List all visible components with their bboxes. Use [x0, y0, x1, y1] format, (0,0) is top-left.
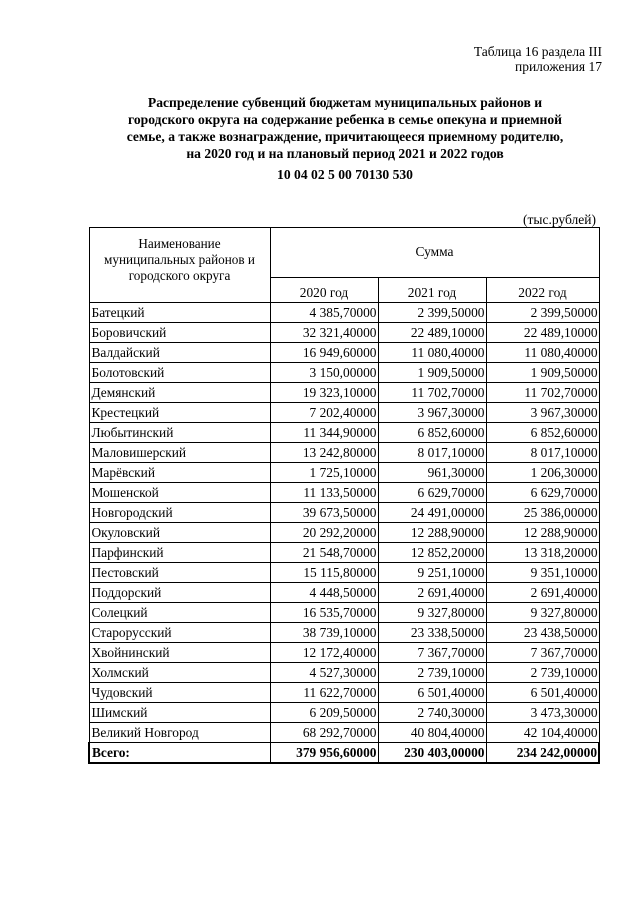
table-row — [89, 343, 599, 363]
value-2021: 3 967,30000 — [378, 403, 486, 423]
table-row — [89, 463, 599, 483]
district-name: Парфинский — [89, 543, 270, 563]
value-2021: 12 288,90000 — [378, 523, 486, 543]
district-name: Боровичский — [89, 323, 270, 343]
value-2020: 1 725,10000 — [270, 463, 378, 483]
table-row — [89, 583, 599, 603]
value-2020: 4 448,50000 — [270, 583, 378, 603]
value-2021: 11 702,70000 — [378, 383, 486, 403]
value-2022: 6 852,60000 — [486, 423, 599, 443]
column-header-2020: 2020 год — [270, 277, 378, 302]
value-2020: 7 202,40000 — [270, 403, 378, 423]
table-row — [89, 603, 599, 623]
table-row — [89, 423, 599, 443]
value-2021: 6 501,40000 — [378, 683, 486, 703]
district-name: Марёвский — [89, 463, 270, 483]
value-2020: 15 115,80000 — [270, 563, 378, 583]
value-2021: 2 739,10000 — [378, 663, 486, 683]
value-2020: 13 242,80000 — [270, 443, 378, 463]
table-row — [89, 563, 599, 583]
column-header-2021: 2021 год — [378, 277, 486, 302]
district-name: Окуловский — [89, 523, 270, 543]
value-2022: 13 318,20000 — [486, 543, 599, 563]
value-2021: 7 367,70000 — [378, 643, 486, 663]
value-2022: 9 351,10000 — [486, 563, 599, 583]
district-name: Любытинский — [89, 423, 270, 443]
value-2021: 1 909,50000 — [378, 363, 486, 383]
table-row — [89, 363, 599, 383]
value-2021: 23 338,50000 — [378, 623, 486, 643]
value-2020: 4 385,70000 — [270, 303, 378, 323]
value-2020: 16 535,70000 — [270, 603, 378, 623]
column-header-sum: Сумма — [270, 228, 599, 278]
total-2021: 230 403,00000 — [378, 743, 486, 764]
table-row-total — [89, 743, 599, 764]
value-2022: 11 080,40000 — [486, 343, 599, 363]
unit-label: (тыс.рублей) — [523, 212, 596, 227]
table-row — [89, 703, 599, 723]
value-2020: 21 548,70000 — [270, 543, 378, 563]
value-2020: 12 172,40000 — [270, 643, 378, 663]
subsidy-table — [88, 227, 600, 764]
value-2022: 2 691,40000 — [486, 583, 599, 603]
value-2022: 6 501,40000 — [486, 683, 599, 703]
value-2022: 1 909,50000 — [486, 363, 599, 383]
total-2020: 379 956,60000 — [270, 743, 378, 764]
value-2022: 6 629,70000 — [486, 483, 599, 503]
value-2022: 7 367,70000 — [486, 643, 599, 663]
table-reference — [474, 44, 602, 74]
value-2020: 20 292,20000 — [270, 523, 378, 543]
value-2022: 8 017,10000 — [486, 443, 599, 463]
value-2022: 9 327,80000 — [486, 603, 599, 623]
title-line-4: на 2020 год и на плановый период 2021 и 2022 годов — [186, 146, 504, 161]
table-row — [89, 643, 599, 663]
value-2021: 2 399,50000 — [378, 303, 486, 323]
document-title — [90, 94, 600, 162]
value-2020: 4 527,30000 — [270, 663, 378, 683]
value-2020: 11 344,90000 — [270, 423, 378, 443]
table-row — [89, 503, 599, 523]
column-header-2022: 2022 год — [486, 277, 599, 302]
title-line-1: Распределение субвенций бюджетам муниципальных районов и — [147, 95, 543, 110]
district-name: Великий Новгород — [89, 723, 270, 743]
district-name: Маловишерский — [89, 443, 270, 463]
value-2022: 25 386,00000 — [486, 503, 599, 523]
value-2021: 8 017,10000 — [378, 443, 486, 463]
value-2020: 19 323,10000 — [270, 383, 378, 403]
value-2022: 23 438,50000 — [486, 623, 599, 643]
value-2020: 39 673,50000 — [270, 503, 378, 523]
table-row — [89, 523, 599, 543]
value-2022: 42 104,40000 — [486, 723, 599, 743]
value-2021: 9 327,80000 — [378, 603, 486, 623]
value-2021: 9 251,10000 — [378, 563, 486, 583]
value-2022: 12 288,90000 — [486, 523, 599, 543]
table-body — [89, 303, 599, 764]
district-name: Шимский — [89, 703, 270, 723]
column-header-name: Наименование муниципальных районов и городского округа — [89, 228, 270, 303]
table-row — [89, 403, 599, 423]
district-name: Батецкий — [89, 303, 270, 323]
district-name: Холмский — [89, 663, 270, 683]
table-row — [89, 723, 599, 743]
value-2020: 11 622,70000 — [270, 683, 378, 703]
district-name: Хвойнинский — [89, 643, 270, 663]
table-row — [89, 683, 599, 703]
table-row — [89, 483, 599, 503]
value-2022: 22 489,10000 — [486, 323, 599, 343]
value-2021: 961,30000 — [378, 463, 486, 483]
district-name: Солецкий — [89, 603, 270, 623]
table-row — [89, 623, 599, 643]
budget-code: 10 04 02 5 00 70130 530 — [277, 167, 413, 182]
title-line-3: семье, а также вознаграждение, причитающееся приемному родителю, — [126, 129, 564, 144]
value-2021: 11 080,40000 — [378, 343, 486, 363]
value-2020: 16 949,60000 — [270, 343, 378, 363]
table-row — [89, 443, 599, 463]
value-2022: 2 739,10000 — [486, 663, 599, 683]
value-2020: 38 739,10000 — [270, 623, 378, 643]
table-row — [89, 303, 599, 323]
value-2022: 1 206,30000 — [486, 463, 599, 483]
district-name: Старорусский — [89, 623, 270, 643]
value-2022: 3 967,30000 — [486, 403, 599, 423]
value-2021: 2 691,40000 — [378, 583, 486, 603]
district-name: Поддорский — [89, 583, 270, 603]
ref-line-2: приложения 17 — [514, 59, 602, 74]
value-2021: 22 489,10000 — [378, 323, 486, 343]
table-row — [89, 543, 599, 563]
value-2022: 2 399,50000 — [486, 303, 599, 323]
value-2021: 24 491,00000 — [378, 503, 486, 523]
value-2020: 11 133,50000 — [270, 483, 378, 503]
value-2021: 6 852,60000 — [378, 423, 486, 443]
district-name: Демянский — [89, 383, 270, 403]
table-row — [89, 663, 599, 683]
district-name: Валдайский — [89, 343, 270, 363]
value-2021: 40 804,40000 — [378, 723, 486, 743]
value-2021: 12 852,20000 — [378, 543, 486, 563]
district-name: Болотовский — [89, 363, 270, 383]
value-2021: 6 629,70000 — [378, 483, 486, 503]
district-name: Мошенской — [89, 483, 270, 503]
district-name: Новгородский — [89, 503, 270, 523]
district-name: Чудовский — [89, 683, 270, 703]
table-row — [89, 383, 599, 403]
value-2021: 2 740,30000 — [378, 703, 486, 723]
district-name: Пестовский — [89, 563, 270, 583]
value-2020: 68 292,70000 — [270, 723, 378, 743]
value-2020: 6 209,50000 — [270, 703, 378, 723]
ref-line-1: Таблица 16 раздела III — [473, 44, 602, 59]
table-row — [89, 323, 599, 343]
district-name: Крестецкий — [89, 403, 270, 423]
title-line-2: городского округа на содержание ребенка в семье опекуна и приемной — [128, 112, 562, 127]
value-2022: 3 473,30000 — [486, 703, 599, 723]
value-2020: 3 150,00000 — [270, 363, 378, 383]
value-2020: 32 321,40000 — [270, 323, 378, 343]
value-2022: 11 702,70000 — [486, 383, 599, 403]
total-2022: 234 242,00000 — [486, 743, 599, 764]
total-label: Всего: — [89, 743, 270, 764]
